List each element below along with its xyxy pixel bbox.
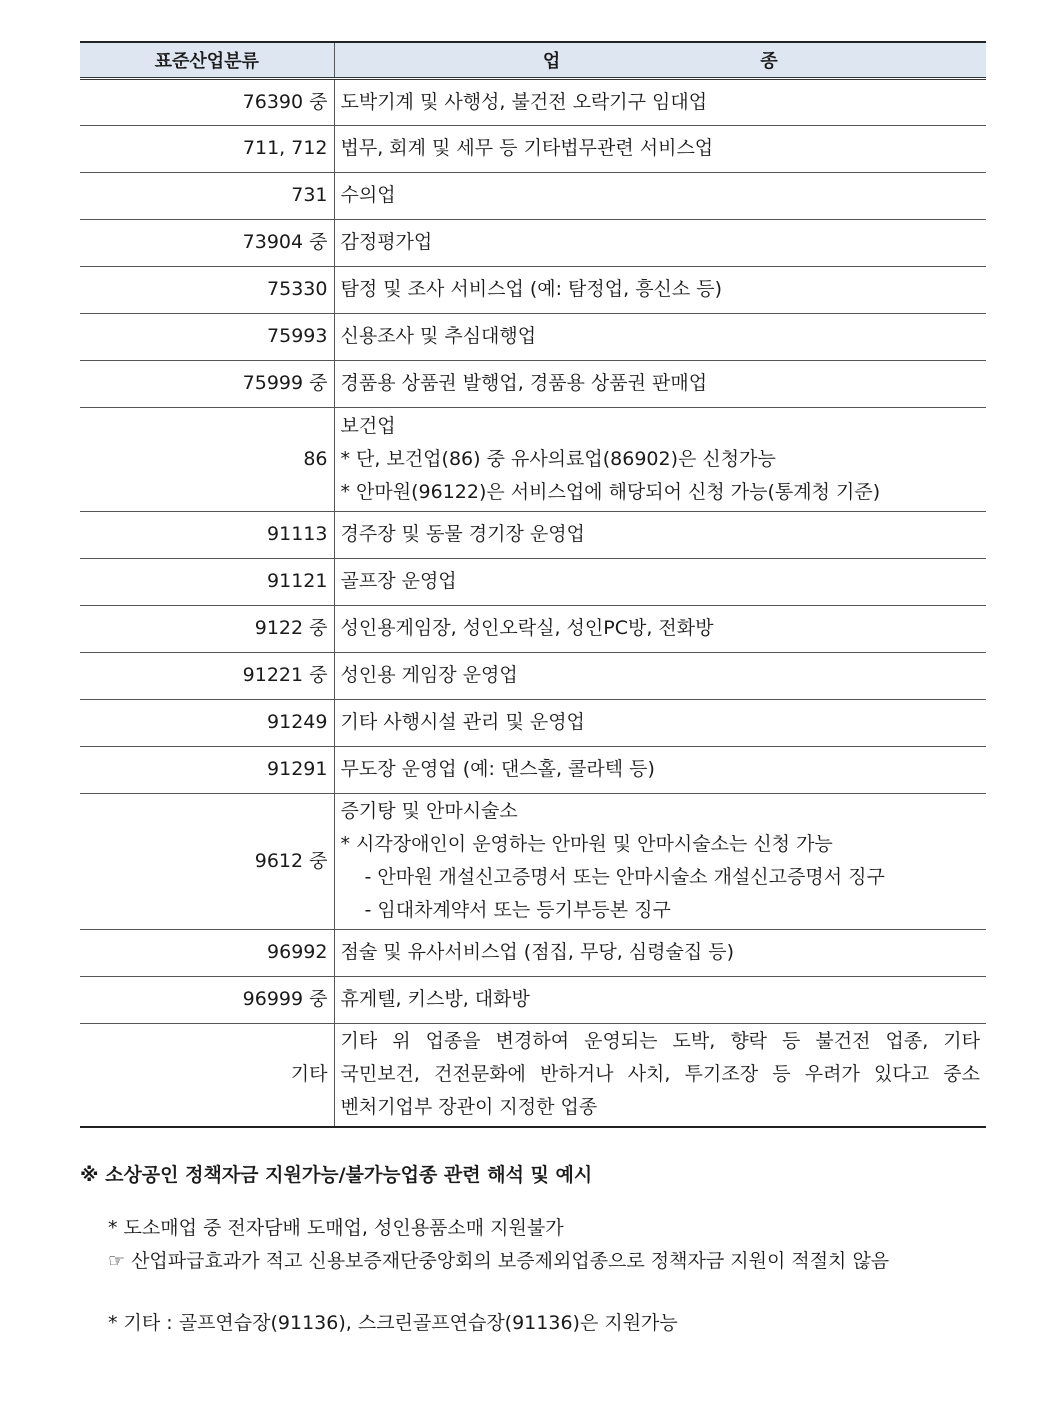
header-industry-part1: 업 — [542, 50, 561, 72]
row-desc: 경품용 상품권 발행업, 경품용 상품권 판매업 — [334, 360, 986, 407]
table-row — [80, 266, 986, 313]
row-desc-line: * 단, 보건업(86) 중 유사의료업(86902)은 신청가능 — [340, 447, 776, 470]
row-desc — [334, 407, 986, 511]
row-desc: 법무, 회계 및 세무 등 기타법무관련 서비스업 — [334, 125, 986, 172]
table-row — [80, 313, 986, 360]
table-row — [80, 125, 986, 172]
notes-title: ※ 소상공인 정책자금 지원가능/불가능업종 관련 해석 및 예시 — [80, 1164, 593, 1186]
table-row — [80, 511, 986, 558]
row-code: 731 — [80, 172, 334, 219]
row-desc — [334, 1023, 986, 1127]
restricted-industry-table — [80, 41, 986, 1128]
table-row — [80, 78, 986, 125]
row-code: 91113 — [80, 511, 334, 558]
row-code: 711, 712 — [80, 125, 334, 172]
row-desc-line: 국민보건, 건전문화에 반하거나 사치, 투기조장 등 우려가 있다고 중소 — [340, 1063, 980, 1086]
table-row — [80, 929, 986, 976]
row-code: 75330 — [80, 266, 334, 313]
row-desc-line: 증기탕 및 안마시술소 — [340, 800, 518, 822]
row-desc-line: 기타 위 업종을 변경하여 운영되는 도박, 향락 등 불건전 업종, 기타 — [340, 1030, 980, 1053]
row-code: 96999 중 — [80, 976, 334, 1023]
table-row — [80, 219, 986, 266]
row-desc: 골프장 운영업 — [334, 558, 986, 605]
table-row — [80, 976, 986, 1023]
row-desc: 감정평가업 — [334, 219, 986, 266]
row-code: 96992 — [80, 929, 334, 976]
row-code: 9122 중 — [80, 605, 334, 652]
note-line-1: * 도소매업 중 전자담배 도매업, 성인용품소매 지원불가 — [108, 1217, 564, 1239]
table-row — [80, 793, 986, 929]
row-desc: 수의업 — [334, 172, 986, 219]
table-row — [80, 652, 986, 699]
table-row — [80, 360, 986, 407]
note-line-2: ☞ 산업파급효과가 적고 신용보증재단중앙회의 보증제외업종으로 정책자금 지원이 적절치 않음 — [108, 1250, 890, 1272]
row-desc-line: * 안마원(96122)은 서비스업에 해당되어 신청 가능(통계청 기준) — [340, 480, 881, 503]
table-row — [80, 172, 986, 219]
row-code: 75993 — [80, 313, 334, 360]
row-desc: 점술 및 유사서비스업 (점집, 무당, 심령술집 등) — [334, 929, 986, 976]
row-code: 91121 — [80, 558, 334, 605]
row-desc: 성인용 게임장 운영업 — [334, 652, 986, 699]
row-desc-line: * 시각장애인이 운영하는 안마원 및 안마시술소는 신청 가능 — [340, 833, 833, 855]
row-desc-line: 벤처기업부 장관이 지정한 업종 — [340, 1096, 598, 1119]
row-code: 86 — [80, 407, 334, 511]
row-code: 76390 중 — [80, 78, 334, 125]
row-desc: 신용조사 및 추심대행업 — [334, 313, 986, 360]
table-row — [80, 699, 986, 746]
table-row — [80, 746, 986, 793]
table-row — [80, 605, 986, 652]
table-row — [80, 558, 986, 605]
row-desc — [334, 793, 986, 929]
table-row — [80, 407, 986, 511]
row-desc-line: - 임대차계약서 또는 등기부등본 징구 — [364, 899, 671, 921]
header-industry — [334, 42, 986, 78]
row-desc: 도박기계 및 사행성, 불건전 오락기구 임대업 — [334, 78, 986, 125]
row-desc: 기타 사행시설 관리 및 운영업 — [334, 699, 986, 746]
row-desc: 경주장 및 동물 경기장 운영업 — [334, 511, 986, 558]
row-code: 9612 중 — [80, 793, 334, 929]
row-code: 73904 중 — [80, 219, 334, 266]
row-desc: 탐정 및 조사 서비스업 (예: 탐정업, 흥신소 등) — [334, 266, 986, 313]
row-desc: 무도장 운영업 (예: 댄스홀, 콜라텍 등) — [334, 746, 986, 793]
header-industry-part2: 종 — [760, 50, 778, 72]
row-code: 75999 중 — [80, 360, 334, 407]
table-header-row — [80, 42, 986, 78]
table-row — [80, 1023, 986, 1127]
row-code: 91249 — [80, 699, 334, 746]
row-code: 91291 — [80, 746, 334, 793]
row-desc: 성인용게임장, 성인오락실, 성인PC방, 전화방 — [334, 605, 986, 652]
header-code: 표준산업분류 — [80, 42, 334, 78]
row-desc: 휴게텔, 키스방, 대화방 — [334, 976, 986, 1023]
row-desc-line: - 안마원 개설신고증명서 또는 안마시술소 개설신고증명서 징구 — [364, 866, 885, 888]
row-code: 기타 — [80, 1023, 334, 1127]
row-desc-line: 보건업 — [340, 414, 396, 437]
note-line-3: * 기타 : 골프연습장(91136), 스크린골프연습장(91136)은 지원가능 — [108, 1312, 678, 1334]
row-code: 91221 중 — [80, 652, 334, 699]
